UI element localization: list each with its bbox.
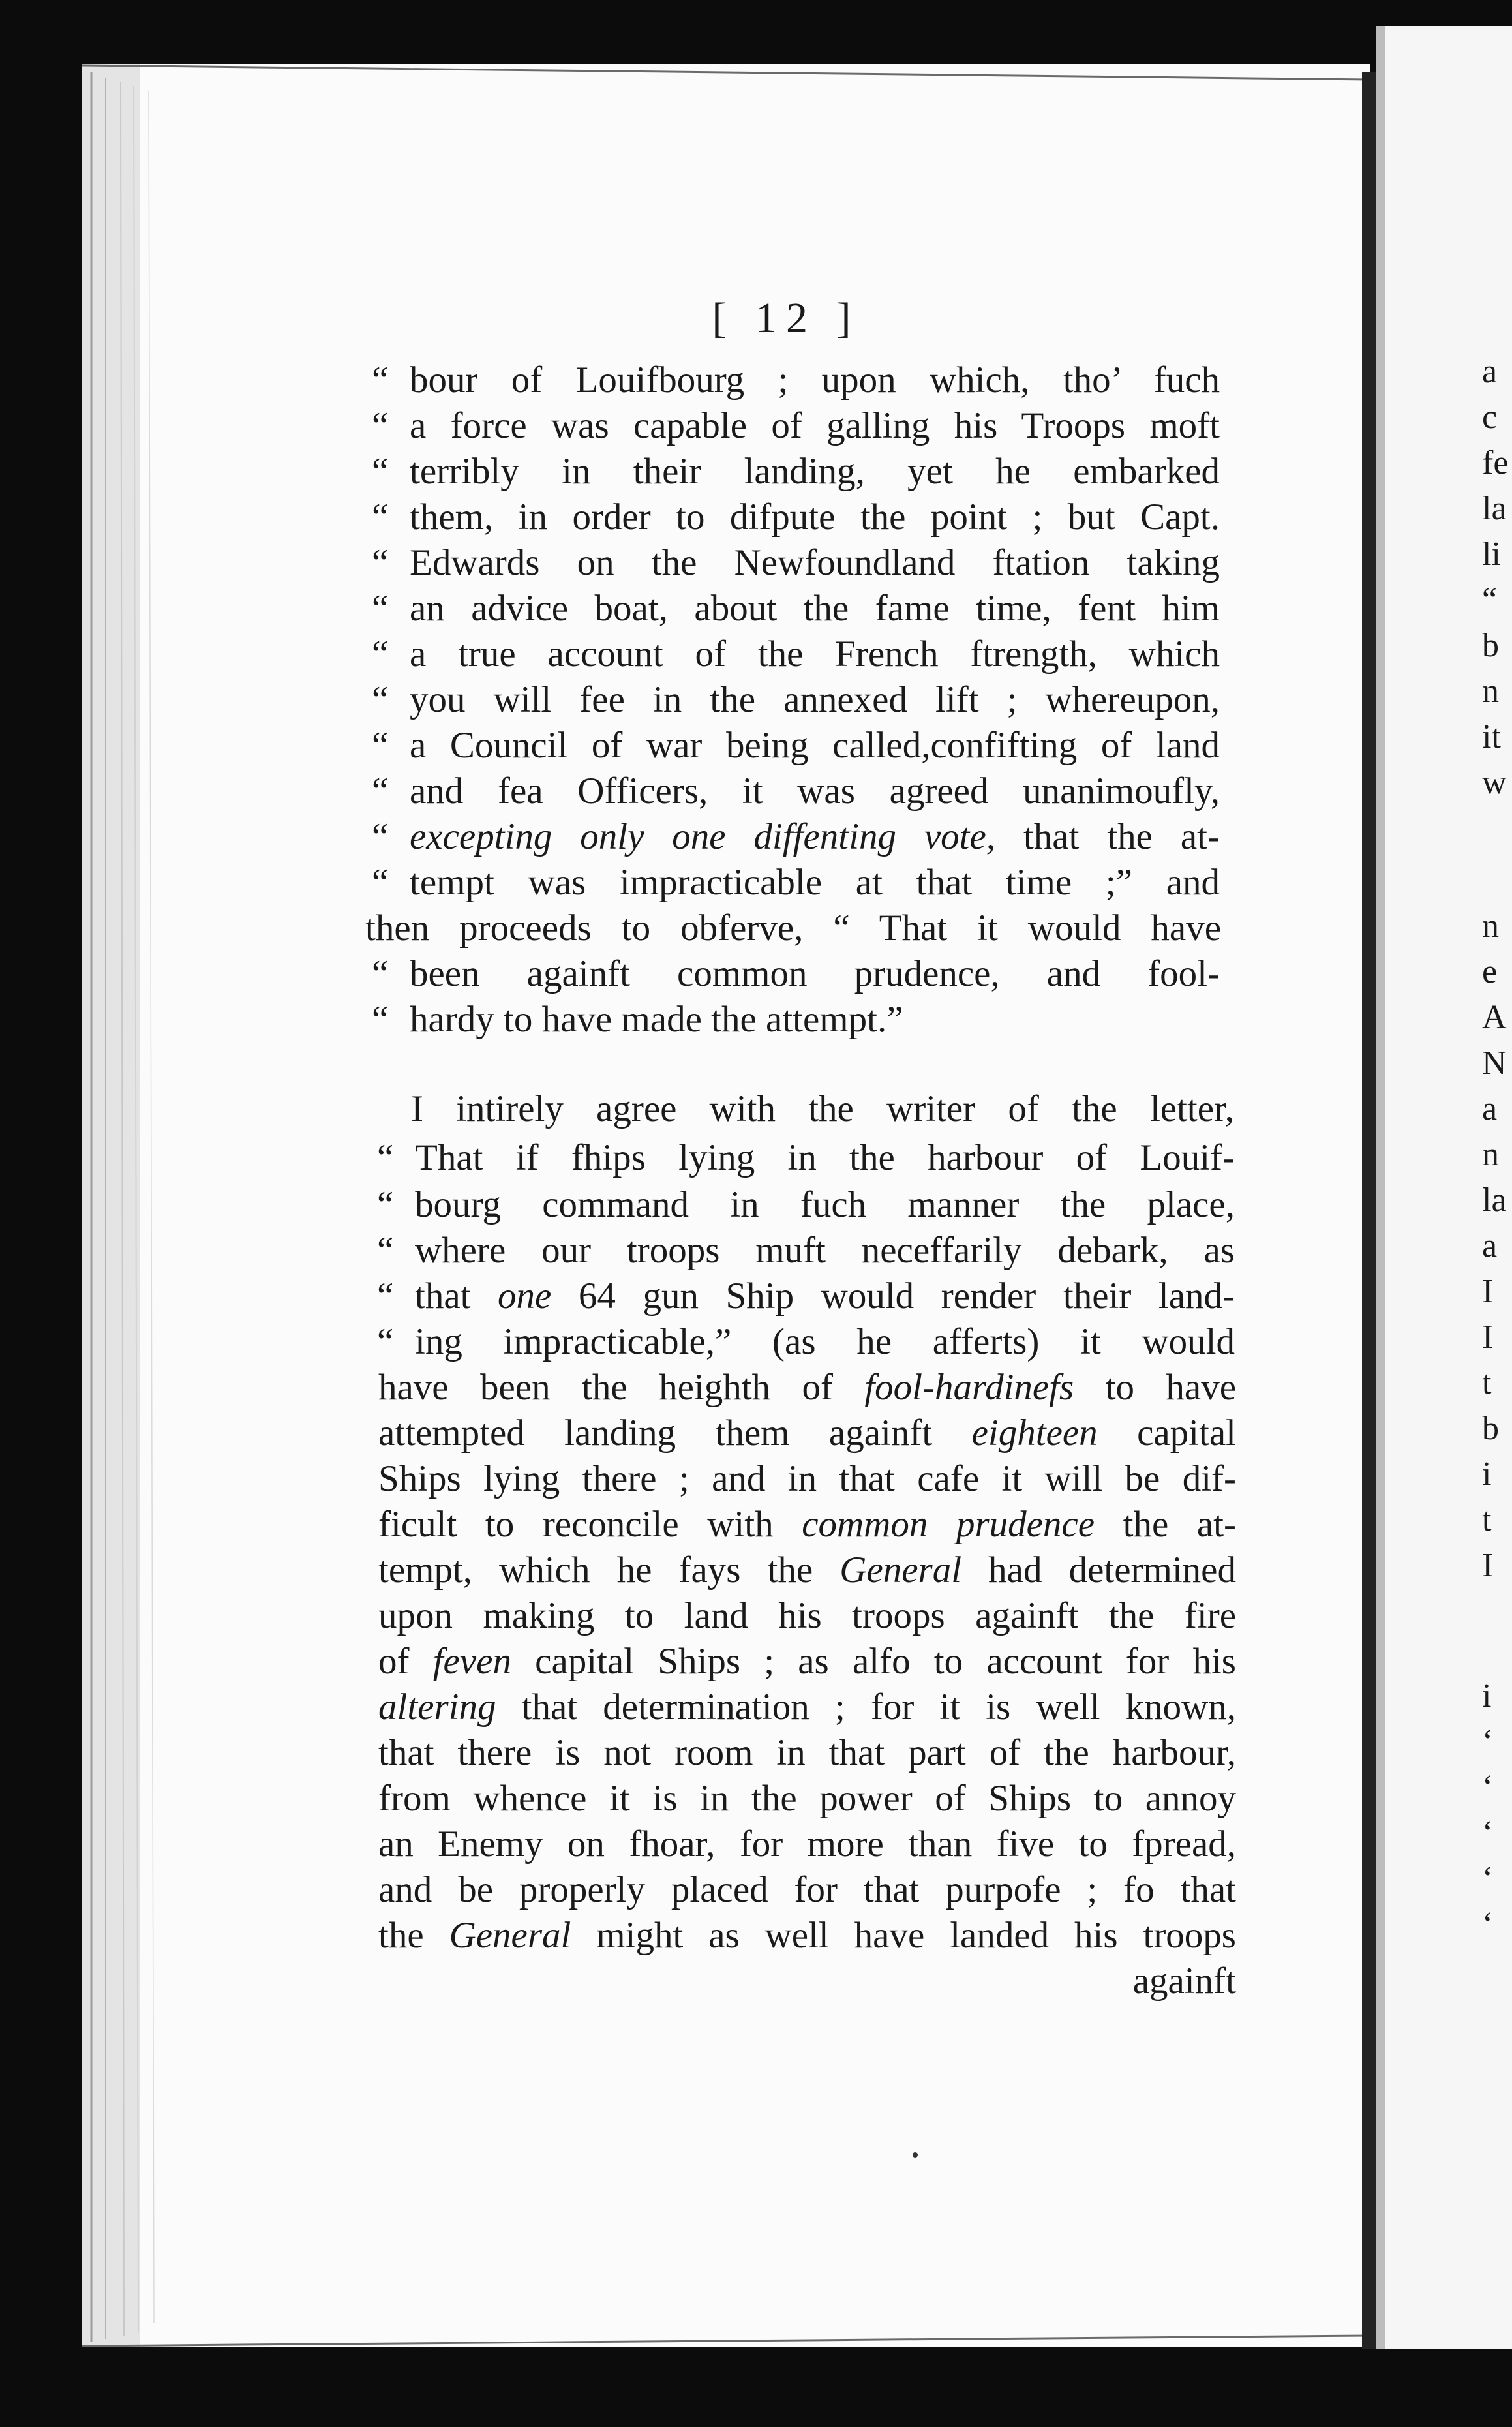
facing-page-fragment: i <box>1482 1677 1492 1715</box>
catchword: againft <box>1132 1961 1236 2002</box>
facing-page-fragment: ‘ <box>1482 1723 1494 1760</box>
italic-run: General <box>839 1549 962 1591</box>
facing-page-fragment: la <box>1482 1182 1507 1219</box>
text-run: an Enemy on fhoar, for more than five to fpread, <box>378 1824 1236 1865</box>
facing-page-fragment: I <box>1482 1547 1494 1584</box>
text-run: upon making to land his troops againft the fire <box>378 1595 1236 1636</box>
text-run: tempt was impracticable at that time ;” and <box>410 862 1220 903</box>
quote-mark: “ <box>372 588 389 629</box>
italic-run: eighteen <box>971 1412 1098 1454</box>
facing-page-fragment: I <box>1482 1273 1494 1310</box>
text-line <box>372 632 1220 677</box>
quote-mark: “ <box>372 816 389 857</box>
italic-run: altering <box>378 1687 496 1728</box>
italic-run: General <box>449 1915 571 1956</box>
text-line <box>377 1319 1235 1365</box>
facing-page-fragment: w <box>1482 764 1507 801</box>
quote-mark: “ <box>377 1230 394 1271</box>
facing-page-fragment: e <box>1482 953 1498 990</box>
text-run: Ships lying there ; and in that cafe it will be dif- <box>378 1458 1236 1499</box>
quote-mark: “ <box>377 1275 394 1317</box>
text-line <box>372 951 1220 997</box>
text-line <box>372 723 1220 769</box>
text-run: bour of Louifbourg ; upon which, tho’ fuch <box>410 359 1220 401</box>
text-run: them, in order to difpute the point ; but Capt. <box>410 496 1220 538</box>
facing-page-fragment: t <box>1482 1364 1492 1401</box>
text-line <box>378 1502 1236 1548</box>
text-run: a true account of the French ftrength, which <box>410 633 1220 675</box>
text-line <box>377 1135 1235 1181</box>
text-line <box>378 1365 1236 1411</box>
italic-run: common prudence <box>802 1504 1095 1545</box>
text-run: an advice boat, about the fame time, fent him <box>410 588 1220 629</box>
text-run: that the at- <box>995 816 1220 857</box>
text-run: a Council of war being called,confifting of land <box>410 725 1220 766</box>
text-run: of <box>378 1641 433 1682</box>
facing-page-fragment: b <box>1482 1410 1499 1447</box>
quote-mark: “ <box>377 1184 394 1225</box>
text-line <box>378 1685 1236 1730</box>
text-line <box>378 1456 1236 1502</box>
text-line <box>378 1593 1236 1639</box>
text-line <box>372 403 1220 449</box>
text-run: the at- <box>1095 1504 1236 1545</box>
italic-run: feven <box>432 1641 511 1682</box>
text-line <box>377 1274 1235 1319</box>
text-line <box>378 1913 1236 1959</box>
facing-page-fragment: a <box>1482 1090 1498 1127</box>
text-run: where our troops muft neceffarily debark, as <box>415 1230 1235 1271</box>
facing-page-fragment: ‘ <box>1482 1860 1494 1897</box>
text-run: bourg command in fuch manner the place, <box>415 1184 1235 1225</box>
text-line <box>372 860 1220 906</box>
text-line <box>372 814 1220 860</box>
facing-page-fragment: a <box>1482 1227 1498 1264</box>
text-line <box>372 449 1220 495</box>
italic-run: one <box>498 1275 552 1317</box>
quote-mark: “ <box>372 359 389 401</box>
facing-page-fragment: N <box>1482 1045 1507 1082</box>
text-line <box>378 1411 1236 1456</box>
text-run: been againft common prudence, and fool- <box>410 953 1220 994</box>
text-run: the <box>378 1915 449 1956</box>
text-line <box>378 1822 1236 1867</box>
text-line <box>372 997 1220 1043</box>
text-run: capital <box>1097 1412 1236 1454</box>
facing-page-fragment: c <box>1482 399 1498 436</box>
text-line <box>372 586 1220 632</box>
text-line <box>377 1182 1235 1228</box>
quote-mark: “ <box>372 862 389 903</box>
text-run: ficult to reconcile with <box>378 1504 802 1545</box>
text-run: that determination ; for it is well known, <box>496 1687 1236 1728</box>
text-run: to have <box>1074 1367 1236 1408</box>
quote-mark: “ <box>372 633 389 675</box>
text-line <box>372 495 1220 540</box>
text-run: and fea Officers, it was agreed unanimoufly, <box>410 771 1220 812</box>
text-run: Edwards on the Newfoundland ftation taking <box>410 542 1220 583</box>
text-run: have been the heighth of <box>378 1367 865 1408</box>
facing-page-fragment: i <box>1482 1456 1492 1493</box>
facing-page-fragment: n <box>1482 908 1499 945</box>
facing-page-fragment: li <box>1482 536 1501 573</box>
text-run: then proceeds to obferve, “ That it would have <box>365 908 1221 949</box>
text-line <box>377 1228 1235 1274</box>
text-run: that <box>415 1275 498 1317</box>
quote-mark: “ <box>372 725 389 766</box>
text-run: I intirely agree with the writer of the letter, <box>411 1088 1234 1129</box>
facing-page-fragment: la <box>1482 490 1507 527</box>
text-line <box>378 1548 1236 1593</box>
facing-page-fragment: t <box>1482 1501 1492 1538</box>
text-run: attempted landing them againft <box>378 1412 972 1454</box>
text-run: 64 gun Ship would render their land- <box>551 1275 1235 1317</box>
facing-page-fragment: b <box>1482 627 1499 664</box>
text-run: from whence it is in the power of Ships to annoy <box>378 1778 1236 1819</box>
facing-page-fragment: it <box>1482 718 1501 756</box>
text-line <box>372 769 1220 814</box>
text-line <box>378 1867 1236 1913</box>
facing-page-fragment: fe <box>1482 444 1509 481</box>
facing-page-fragment: “ <box>1482 581 1498 618</box>
text-line <box>378 1639 1236 1685</box>
facing-page-fragment: a <box>1482 353 1498 390</box>
text-line <box>372 358 1220 403</box>
text-run: hardy to have made the attempt.” <box>410 999 903 1040</box>
quote-mark: “ <box>372 496 389 538</box>
quote-mark: “ <box>372 771 389 812</box>
facing-page-fragment: I <box>1482 1319 1494 1356</box>
quote-mark: “ <box>372 405 389 446</box>
quote-mark: “ <box>372 542 389 583</box>
quote-mark: “ <box>372 999 389 1040</box>
quote-mark: “ <box>377 1321 394 1362</box>
page-number: [ 12 ] <box>712 294 860 342</box>
text-line <box>365 906 1221 951</box>
facing-page-fragment: n <box>1482 673 1499 710</box>
text-line <box>372 540 1220 586</box>
text-line <box>378 1730 1236 1776</box>
quote-mark: “ <box>372 451 389 492</box>
text-run: a force was capable of galling his Troops moft <box>410 405 1220 446</box>
text-run: That if fhips lying in the harbour of Louif- <box>415 1137 1235 1178</box>
text-run: ing impracticable,” (as he afferts) it would <box>415 1321 1235 1362</box>
facing-page-fragment: n <box>1482 1136 1499 1173</box>
quote-mark: “ <box>377 1137 394 1178</box>
quote-mark: “ <box>372 679 389 720</box>
text-run: terribly in their landing, yet he embarked <box>410 451 1220 492</box>
text-run: you will fee in the annexed lift ; whereupon, <box>410 679 1220 720</box>
text-line <box>378 1776 1236 1822</box>
facing-page-fragment: A <box>1482 999 1507 1036</box>
text-run: that there is not room in that part of the harbour, <box>378 1732 1236 1773</box>
text-line <box>411 1086 1234 1132</box>
text-line <box>372 677 1220 723</box>
facing-page-fragment: ‘ <box>1482 1814 1494 1852</box>
text-run: had determined <box>961 1549 1236 1591</box>
text-run: and be properly placed for that purpofe ; fo that <box>378 1869 1236 1910</box>
facing-page-fragment: ‘ <box>1482 1906 1494 1943</box>
italic-run: fool-hardinefs <box>864 1367 1074 1408</box>
facing-page-fragment: ‘ <box>1482 1769 1494 1806</box>
quote-mark: “ <box>372 953 389 994</box>
text-run: tempt, which he fays the <box>378 1549 840 1591</box>
text-run: capital Ships ; as alfo to account for his <box>511 1641 1236 1682</box>
text-run: might as well have landed his troops <box>571 1915 1236 1956</box>
italic-run: excepting only one diffenting vote, <box>410 816 996 857</box>
